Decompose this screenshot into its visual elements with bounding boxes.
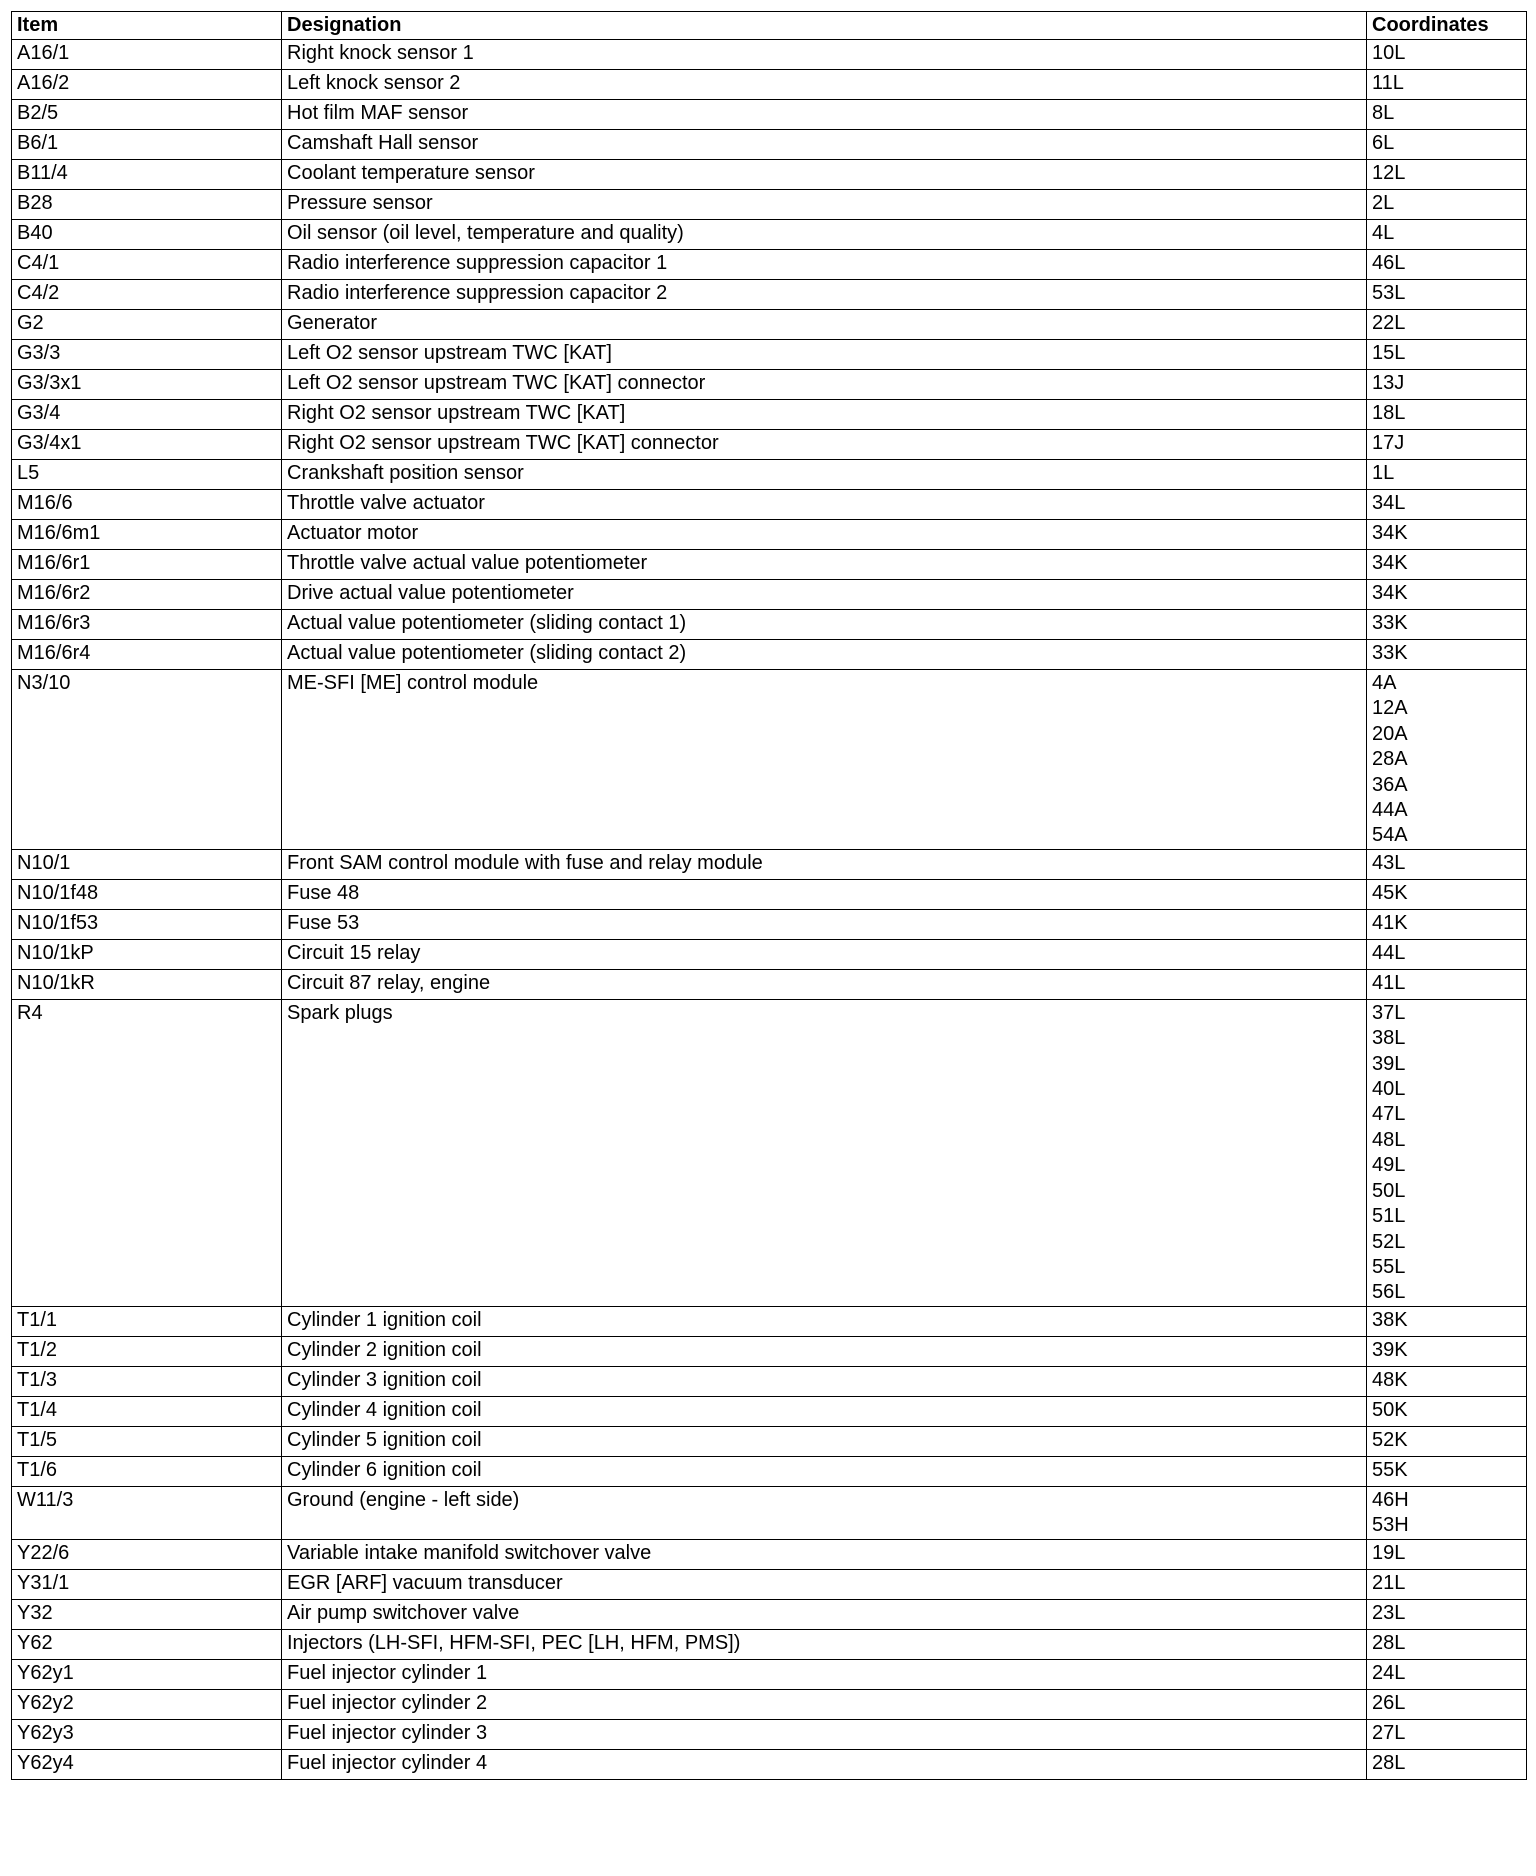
coordinate-value: 55K <box>1372 1458 1408 1481</box>
header-row <box>12 12 1527 40</box>
item-cell: N10/1f53 <box>12 909 282 939</box>
table-row <box>12 190 1527 220</box>
coordinates-cell <box>1367 220 1527 250</box>
table-row <box>12 580 1527 610</box>
designation-cell: Generator <box>282 310 1367 340</box>
coordinates-cell <box>1367 1599 1527 1629</box>
designation-cell: Cylinder 4 ignition coil <box>282 1396 1367 1426</box>
designation-cell: Right knock sensor 1 <box>282 40 1367 70</box>
coordinate-value: 2L <box>1372 192 1395 214</box>
coordinates-cell <box>1367 550 1527 580</box>
designation-cell: Fuel injector cylinder 3 <box>282 1719 1367 1749</box>
coordinates-cell <box>1367 1689 1527 1719</box>
item-cell: N3/10 <box>12 670 282 850</box>
item-cell: Y62 <box>12 1629 282 1659</box>
table-row <box>12 460 1527 490</box>
coordinates-cell <box>1367 1396 1527 1426</box>
coordinate-value: 24L <box>1372 1661 1406 1684</box>
coordinates-cell <box>1367 370 1527 400</box>
item-cell: G3/4x1 <box>12 430 282 460</box>
coordinates-cell <box>1367 1306 1527 1336</box>
designation-cell: Drive actual value potentiometer <box>282 580 1367 610</box>
coordinate-value: 49L <box>1372 1154 1406 1177</box>
table-row <box>12 1366 1527 1396</box>
designation-cell: Oil sensor (oil level, temperature and quality) <box>282 220 1367 250</box>
table-row <box>12 1569 1527 1599</box>
component-legend-table <box>11 11 1527 1780</box>
coordinates-cell <box>1367 879 1527 909</box>
item-cell: Y22/6 <box>12 1539 282 1569</box>
designation-cell: Crankshaft position sensor <box>282 460 1367 490</box>
coordinate-value: 43L <box>1372 851 1406 874</box>
table-row <box>12 70 1527 100</box>
coordinates-cell <box>1367 849 1527 879</box>
coordinate-value: 6L <box>1372 132 1395 154</box>
item-cell: T1/1 <box>12 1306 282 1336</box>
table-row <box>12 1486 1527 1539</box>
item-cell: C4/1 <box>12 250 282 280</box>
coordinate-value: 53H <box>1372 1514 1409 1537</box>
coordinate-value: 38K <box>1372 1308 1408 1331</box>
designation-cell: Circuit 15 relay <box>282 939 1367 969</box>
coordinate-value: 10L <box>1372 42 1406 64</box>
table-row <box>12 909 1527 939</box>
coordinate-value: 13J <box>1372 372 1405 394</box>
table-row <box>12 490 1527 520</box>
table-row <box>12 40 1527 70</box>
table-row <box>12 879 1527 909</box>
table-row <box>12 1599 1527 1629</box>
coordinate-value: 41L <box>1372 971 1406 994</box>
coordinates-cell <box>1367 939 1527 969</box>
item-cell: C4/2 <box>12 280 282 310</box>
coordinate-value: 28L <box>1372 1631 1406 1654</box>
item-cell: Y62y1 <box>12 1659 282 1689</box>
coordinate-value: 37L <box>1372 1001 1406 1024</box>
designation-cell: Circuit 87 relay, engine <box>282 969 1367 999</box>
table-row <box>12 1629 1527 1659</box>
table-row <box>12 670 1527 850</box>
coordinates-cell <box>1367 430 1527 460</box>
coordinate-value: 48L <box>1372 1128 1406 1151</box>
coordinate-value: 12L <box>1372 162 1406 184</box>
table-row <box>12 999 1527 1306</box>
coordinate-value: 4A <box>1372 672 1397 694</box>
designation-cell: Ground (engine - left side) <box>282 1486 1367 1539</box>
coordinate-value: 19L <box>1372 1541 1406 1564</box>
item-cell: A16/2 <box>12 70 282 100</box>
coordinate-value: 18L <box>1372 402 1406 424</box>
coordinates-cell <box>1367 1629 1527 1659</box>
coordinates-cell <box>1367 40 1527 70</box>
coordinates-cell <box>1367 1456 1527 1486</box>
item-cell: G3/3x1 <box>12 370 282 400</box>
item-cell: R4 <box>12 999 282 1306</box>
table-row <box>12 939 1527 969</box>
table-row <box>12 969 1527 999</box>
table-row <box>12 1336 1527 1366</box>
item-cell: T1/2 <box>12 1336 282 1366</box>
table-row <box>12 1426 1527 1456</box>
coordinates-cell <box>1367 520 1527 550</box>
coordinate-value: 46L <box>1372 252 1406 274</box>
coordinates-cell <box>1367 70 1527 100</box>
coordinates-cell <box>1367 490 1527 520</box>
table-row <box>12 520 1527 550</box>
designation-cell: Fuel injector cylinder 4 <box>282 1749 1367 1779</box>
designation-cell: Cylinder 1 ignition coil <box>282 1306 1367 1336</box>
designation-cell: Injectors (LH-SFI, HFM-SFI, PEC [LH, HFM, PMS]) <box>282 1629 1367 1659</box>
item-cell: N10/1f48 <box>12 879 282 909</box>
coordinates-cell <box>1367 999 1527 1306</box>
coordinate-value: 44L <box>1372 941 1406 964</box>
designation-cell: Actuator motor <box>282 520 1367 550</box>
table-row <box>12 130 1527 160</box>
item-cell: T1/5 <box>12 1426 282 1456</box>
coordinates-cell <box>1367 460 1527 490</box>
designation-cell: Throttle valve actual value potentiometer <box>282 550 1367 580</box>
coordinate-value: 4L <box>1372 222 1395 244</box>
item-cell: G3/3 <box>12 340 282 370</box>
designation-cell: ME-SFI [ME] control module <box>282 670 1367 850</box>
coordinate-value: 44A <box>1372 799 1408 822</box>
item-cell: G3/4 <box>12 400 282 430</box>
item-cell: G2 <box>12 310 282 340</box>
coordinates-cell <box>1367 280 1527 310</box>
item-cell: L5 <box>12 460 282 490</box>
coordinate-value: 46H <box>1372 1488 1409 1511</box>
coordinate-value: 50K <box>1372 1398 1408 1421</box>
table-row <box>12 340 1527 370</box>
table-row <box>12 1719 1527 1749</box>
coordinate-value: 34L <box>1372 492 1406 514</box>
coordinates-cell <box>1367 1366 1527 1396</box>
coordinates-cell <box>1367 190 1527 220</box>
designation-cell: Cylinder 5 ignition coil <box>282 1426 1367 1456</box>
item-cell: T1/4 <box>12 1396 282 1426</box>
designation-cell: Fuse 48 <box>282 879 1367 909</box>
coordinate-value: 39K <box>1372 1338 1408 1361</box>
item-cell: N10/1kR <box>12 969 282 999</box>
table-row <box>12 849 1527 879</box>
coordinates-cell <box>1367 610 1527 640</box>
table-row <box>12 1539 1527 1569</box>
table-row <box>12 1306 1527 1336</box>
coordinates-cell <box>1367 250 1527 280</box>
table-row <box>12 640 1527 670</box>
coordinates-cell <box>1367 1659 1527 1689</box>
designation-cell: Fuel injector cylinder 1 <box>282 1659 1367 1689</box>
coordinate-value: 48K <box>1372 1368 1408 1391</box>
coordinate-value: 26L <box>1372 1691 1406 1714</box>
table-row <box>12 250 1527 280</box>
coordinates-cell <box>1367 130 1527 160</box>
coordinate-value: 12A <box>1372 697 1408 720</box>
coordinates-cell <box>1367 1569 1527 1599</box>
designation-cell: Air pump switchover valve <box>282 1599 1367 1629</box>
table-row <box>12 310 1527 340</box>
designation-cell: Cylinder 6 ignition coil <box>282 1456 1367 1486</box>
coordinates-cell <box>1367 1336 1527 1366</box>
coordinates-cell <box>1367 969 1527 999</box>
coordinate-value: 51L <box>1372 1205 1406 1228</box>
item-cell: Y62y2 <box>12 1689 282 1719</box>
coordinate-value: 11L <box>1372 72 1404 94</box>
header-coordinates: Coordinates <box>1367 12 1527 40</box>
table-row <box>12 400 1527 430</box>
coordinates-cell <box>1367 1426 1527 1456</box>
item-cell: Y32 <box>12 1599 282 1629</box>
designation-cell: Front SAM control module with fuse and relay module <box>282 849 1367 879</box>
coordinate-value: 28L <box>1372 1751 1406 1774</box>
coordinate-value: 52L <box>1372 1230 1406 1253</box>
coordinate-value: 41K <box>1372 911 1408 934</box>
table-row <box>12 220 1527 250</box>
designation-cell: Actual value potentiometer (sliding contact 2) <box>282 640 1367 670</box>
coordinate-value: 33K <box>1372 642 1408 664</box>
coordinate-value: 1L <box>1372 462 1395 484</box>
item-cell: M16/6r3 <box>12 610 282 640</box>
coordinates-cell <box>1367 1749 1527 1779</box>
coordinate-value: 38L <box>1372 1027 1406 1050</box>
item-cell: T1/6 <box>12 1456 282 1486</box>
coordinate-value: 8L <box>1372 102 1395 124</box>
designation-cell: Throttle valve actuator <box>282 490 1367 520</box>
designation-cell: EGR [ARF] vacuum transducer <box>282 1569 1367 1599</box>
header-designation: Designation <box>282 12 1367 40</box>
table-row <box>12 610 1527 640</box>
coordinate-value: 34K <box>1372 522 1408 544</box>
coordinate-value: 54A <box>1372 824 1408 847</box>
item-cell: M16/6 <box>12 490 282 520</box>
designation-cell: Fuel injector cylinder 2 <box>282 1689 1367 1719</box>
coordinates-cell <box>1367 670 1527 850</box>
table-row <box>12 1659 1527 1689</box>
coordinates-cell <box>1367 909 1527 939</box>
table-row <box>12 100 1527 130</box>
coordinates-cell <box>1367 160 1527 190</box>
designation-cell: Pressure sensor <box>282 190 1367 220</box>
table-row <box>12 160 1527 190</box>
item-cell: B28 <box>12 190 282 220</box>
coordinates-cell <box>1367 1539 1527 1569</box>
item-cell: B40 <box>12 220 282 250</box>
coordinate-value: 34K <box>1372 582 1408 604</box>
item-cell: Y31/1 <box>12 1569 282 1599</box>
designation-cell: Right O2 sensor upstream TWC [KAT] <box>282 400 1367 430</box>
coordinate-value: 39L <box>1372 1052 1406 1075</box>
table-row <box>12 1456 1527 1486</box>
coordinate-value: 34K <box>1372 552 1408 574</box>
table-row <box>12 1749 1527 1779</box>
table-header <box>12 12 1527 40</box>
item-cell: Y62y4 <box>12 1749 282 1779</box>
coordinate-value: 17J <box>1372 432 1405 454</box>
designation-cell: Fuse 53 <box>282 909 1367 939</box>
item-cell: M16/6m1 <box>12 520 282 550</box>
item-cell: T1/3 <box>12 1366 282 1396</box>
item-cell: B2/5 <box>12 100 282 130</box>
coordinate-value: 15L <box>1372 342 1406 364</box>
coordinate-value: 47L <box>1372 1103 1406 1126</box>
coordinate-value: 52K <box>1372 1428 1408 1451</box>
designation-cell: Right O2 sensor upstream TWC [KAT] connector <box>282 430 1367 460</box>
designation-cell: Radio interference suppression capacitor 1 <box>282 250 1367 280</box>
coordinate-value: 22L <box>1372 312 1406 334</box>
designation-cell: Coolant temperature sensor <box>282 160 1367 190</box>
item-cell: B11/4 <box>12 160 282 190</box>
coordinates-cell <box>1367 580 1527 610</box>
designation-cell: Left knock sensor 2 <box>282 70 1367 100</box>
coordinate-value: 23L <box>1372 1601 1406 1624</box>
coordinate-value: 45K <box>1372 881 1408 904</box>
designation-cell: Cylinder 2 ignition coil <box>282 1336 1367 1366</box>
coordinate-value: 33K <box>1372 612 1408 634</box>
coordinate-value: 56L <box>1372 1281 1406 1304</box>
designation-cell: Actual value potentiometer (sliding contact 1) <box>282 610 1367 640</box>
coordinates-cell <box>1367 310 1527 340</box>
designation-cell: Radio interference suppression capacitor 2 <box>282 280 1367 310</box>
coordinates-cell <box>1367 100 1527 130</box>
coordinates-cell <box>1367 640 1527 670</box>
coordinate-value: 55L <box>1372 1255 1406 1278</box>
designation-cell: Variable intake manifold switchover valve <box>282 1539 1367 1569</box>
coordinate-value: 40L <box>1372 1078 1406 1101</box>
coordinate-value: 28A <box>1372 748 1408 771</box>
table-row <box>12 280 1527 310</box>
table-row <box>12 550 1527 580</box>
item-cell: B6/1 <box>12 130 282 160</box>
designation-cell: Camshaft Hall sensor <box>282 130 1367 160</box>
item-cell: A16/1 <box>12 40 282 70</box>
coordinate-value: 53L <box>1372 282 1406 304</box>
item-cell: N10/1kP <box>12 939 282 969</box>
designation-cell: Spark plugs <box>282 999 1367 1306</box>
table-row <box>12 1396 1527 1426</box>
table-row <box>12 370 1527 400</box>
designation-cell: Cylinder 3 ignition coil <box>282 1366 1367 1396</box>
table-body <box>12 40 1527 1780</box>
table-row <box>12 430 1527 460</box>
coordinates-cell <box>1367 1719 1527 1749</box>
coordinates-cell <box>1367 1486 1527 1539</box>
item-cell: W11/3 <box>12 1486 282 1539</box>
coordinates-cell <box>1367 340 1527 370</box>
coordinate-value: 20A <box>1372 722 1408 745</box>
designation-cell: Left O2 sensor upstream TWC [KAT] connector <box>282 370 1367 400</box>
header-item: Item <box>12 12 282 40</box>
item-cell: M16/6r1 <box>12 550 282 580</box>
item-cell: N10/1 <box>12 849 282 879</box>
designation-cell: Left O2 sensor upstream TWC [KAT] <box>282 340 1367 370</box>
coordinate-value: 21L <box>1372 1571 1406 1594</box>
coordinate-value: 27L <box>1372 1721 1406 1744</box>
item-cell: Y62y3 <box>12 1719 282 1749</box>
item-cell: M16/6r4 <box>12 640 282 670</box>
coordinates-cell <box>1367 400 1527 430</box>
coordinate-value: 50L <box>1372 1179 1406 1202</box>
coordinate-value: 36A <box>1372 773 1408 796</box>
designation-cell: Hot film MAF sensor <box>282 100 1367 130</box>
table-row <box>12 1689 1527 1719</box>
item-cell: M16/6r2 <box>12 580 282 610</box>
